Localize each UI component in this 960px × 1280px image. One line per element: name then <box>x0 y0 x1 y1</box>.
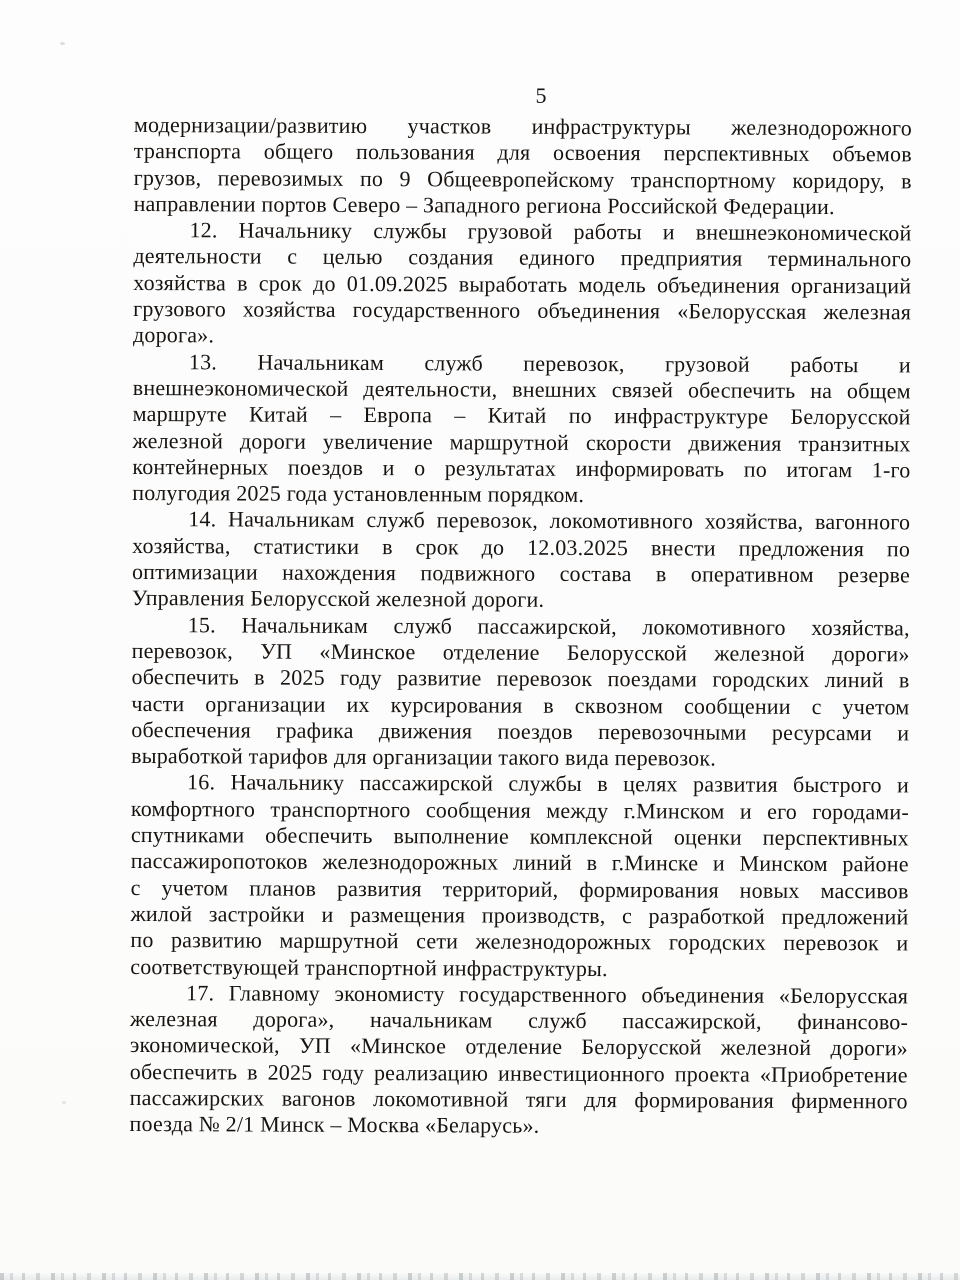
text-line: с учетом планов развития территорий, формирования новых массивов <box>130 874 909 903</box>
paragraph <box>130 980 909 1141</box>
text-line: хозяйства, статистики в срок до 12.03.2025 внести предложения по <box>132 532 911 562</box>
paragraph <box>132 349 911 510</box>
document-body <box>130 112 912 1141</box>
scan-speck <box>62 1101 66 1104</box>
text-line: транспорта общего пользования для освоения перспективных объемов <box>133 138 912 167</box>
text-line: Управления Белорусской железной дороги. <box>131 585 545 613</box>
text-line: хозяйства в срок до 01.09.2025 выработать модель объединения организаций <box>133 269 912 299</box>
scan-bottom-edge <box>0 1273 960 1280</box>
paragraph <box>133 217 912 352</box>
paragraph <box>131 612 910 773</box>
text-line: железная дорога», начальникам служб пассажирской, финансово- <box>129 1006 909 1035</box>
text-line: модернизации/развитию участков инфраструктуры железнодорожного <box>133 112 912 141</box>
paragraph <box>134 112 912 221</box>
text-line: перевозок, УП «Минское отделение Белорусской железной дороги» <box>131 637 910 667</box>
text-line: жилой застройки и размещения производств, с разработкой предложений <box>130 900 909 930</box>
text-line: пассажиропотоков железнодорожных линий в г.Минске и Минском районе <box>130 848 909 877</box>
text-line: экономической, УП «Минское отделение Белорусской железной дороги» <box>129 1032 908 1061</box>
text-line: поезда № 2/1 Минск – Москва «Беларусь». <box>129 1111 540 1139</box>
text-line: контейнерных поездов и о результатах информировать по итогам 1-го <box>132 453 911 483</box>
text-line: 13. Начальникам служб перевозок, грузовой работы и <box>188 348 911 378</box>
text-line: 16. Начальнику пассажирской службы в целях развития быстрого и <box>187 769 910 798</box>
text-line: обеспечить в 2025 году развитие перевозок поездами городских линий в <box>131 664 910 693</box>
paragraph <box>130 769 909 983</box>
text-line: обеспечения графика движения поездов перевозочными ресурсами и <box>131 716 910 746</box>
text-line: спутниками обеспечить выполнение комплексной оценки перспективных <box>130 822 909 851</box>
text-line: обеспечить в 2025 году реализацию инвестиционного проекта «Приобретение <box>129 1058 908 1088</box>
text-line: 15. Начальникам служб пассажирской, локомотивного хозяйства, <box>187 611 910 641</box>
text-line: 17. Главному экономисту государственного объединения «Белорусская <box>186 980 909 1009</box>
text-line: внешнеэкономической деятельности, внешних связей обеспечить на общем <box>132 374 911 404</box>
text-line: пассажирских вагонов локомотивной тяги для формирования фирменного <box>129 1084 908 1114</box>
text-line: направлении портов Северо – Западного региона Российской Федерации. <box>133 190 835 219</box>
text-line: 12. Начальнику службы грузовой работы и внешнеэкономической <box>189 217 912 246</box>
text-line: комфортного транспортного сообщения между г.Минском и его городами- <box>130 795 910 825</box>
text-line: железной дороги увеличение маршрутной скорости движения транзитных <box>132 427 911 456</box>
scan-speck <box>60 42 65 45</box>
text-line: выработкой тарифов для организации такого вида перевозок. <box>131 743 717 771</box>
text-line: 14. Начальникам служб перевозок, локомотивного хозяйства, вагонного <box>188 506 911 535</box>
text-line: по развитию маршрутной сети железнодорожных городских перевозок и <box>130 927 909 956</box>
text-line: дорога». <box>132 322 215 348</box>
text-line: грузов, перевозимых по 9 Общеевропейскому транспортному коридору, в <box>133 164 912 193</box>
paragraph <box>132 506 910 615</box>
text-line: части организации их курсирования в сквозном сообщении с учетом <box>131 690 910 719</box>
text-line: маршруте Китай – Европа – Китай по инфраструктуре Белорусской <box>132 401 911 430</box>
text-line: деятельности с целью создания единого предприятия терминального <box>133 243 912 272</box>
text-line: полугодия 2025 года установленным порядком. <box>132 480 585 508</box>
text-line: соответствующей транспортной инфраструктуры. <box>130 953 608 981</box>
page-number: 5 <box>535 83 547 108</box>
text-line: грузового хозяйства государственного объединения «Белорусская железная <box>133 296 912 325</box>
text-line: оптимизации нахождения подвижного состава в оперативном резерве <box>131 559 911 588</box>
